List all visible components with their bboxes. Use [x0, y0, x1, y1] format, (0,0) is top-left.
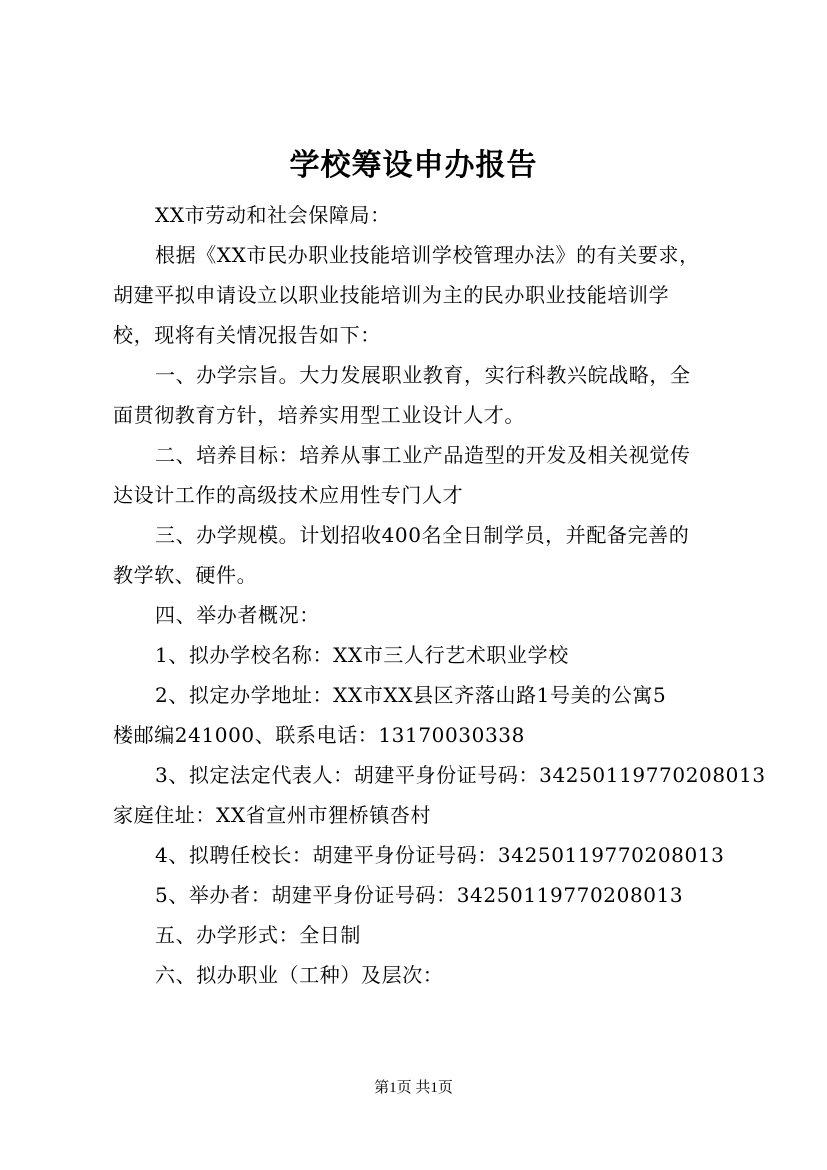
- body-line: 家庭住址：XX省宣州市狸桥镇呇村: [113, 803, 432, 827]
- body-line: 六、拟办职业（工种）及层次：: [155, 963, 444, 987]
- body-line: 三、办学规模。计划招收400名全日制学员，并配备完善的: [155, 523, 690, 547]
- body-line: 胡建平拟申请设立以职业技能培训为主的民办职业技能培训学: [113, 283, 670, 307]
- body-line: 一、办学宗旨。大力发展职业教育，实行科教兴皖战略，全: [155, 363, 691, 387]
- body-line: 达设计工作的高级技术应用性专门人才: [113, 483, 464, 507]
- body-line: 2、拟定办学地址：XX市XX县区齐落山路1号美的公寓5: [155, 683, 667, 707]
- body-line: XX市劳动和社会保障局：: [155, 203, 391, 227]
- body-line: 根据《XX市民办职业技能培训学校管理办法》的有关要求，: [155, 243, 700, 267]
- document-body: [113, 195, 766, 995]
- body-line: 五、办学形式：全日制: [155, 923, 361, 947]
- body-line: 楼邮编241000、联系电话：13170030338: [113, 723, 525, 747]
- body-line: 1、拟办学校名称：XX市三人行艺术职业学校: [155, 643, 569, 667]
- body-line: 面贯彻教育方针，培养实用型工业设计人才。: [113, 403, 525, 427]
- body-line: 二、培养目标：培养从事工业产品造型的开发及相关视觉传: [155, 443, 691, 467]
- body-line: 教学软、硬件。: [113, 563, 258, 587]
- body-line: 4、拟聘任校长：胡建平身份证号码：34250119770208013: [155, 843, 725, 867]
- body-line: 四、举办者概况：: [155, 603, 320, 627]
- document-title: 学校筹设申办报告: [289, 148, 538, 183]
- page-footer: 第1页 共1页: [374, 1080, 453, 1096]
- body-line: 校，现将有关情况报告如下：: [113, 323, 381, 347]
- body-line: 3、拟定法定代表人：胡建平身份证号码：34250119770208013: [155, 763, 766, 787]
- body-line: 5、举办者：胡建平身份证号码：34250119770208013: [155, 883, 684, 907]
